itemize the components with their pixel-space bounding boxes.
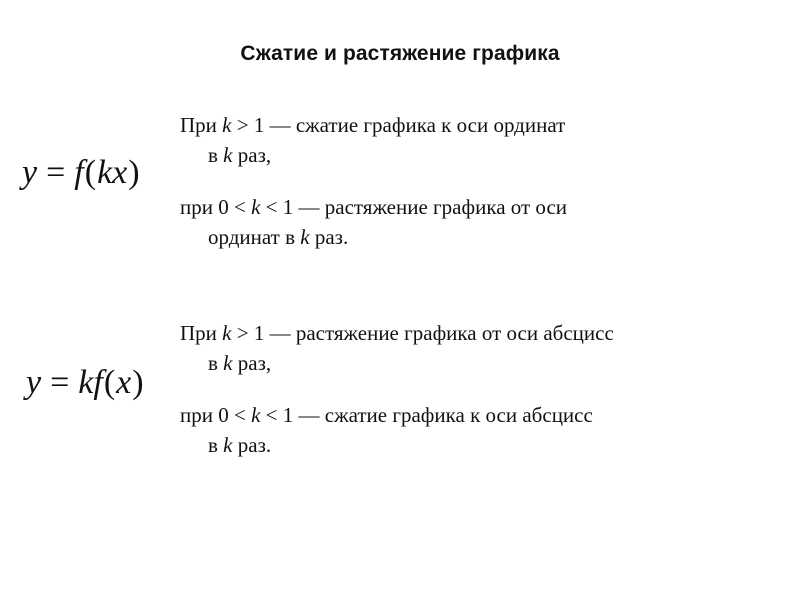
text-segment: при 0 <: [180, 403, 252, 427]
text-segment: > 1 — растяжение графика от оси абсцисс в: [208, 321, 614, 375]
formula-equals: =: [50, 364, 70, 401]
variable-k: k: [300, 225, 310, 249]
text-segment: При: [180, 113, 223, 137]
text-segment: При: [180, 321, 223, 345]
variable-k: k: [251, 403, 261, 427]
variable-k: k: [223, 433, 233, 457]
formula-f-of-kx: [22, 154, 141, 192]
formula-argument: kx: [97, 154, 128, 191]
text-segment: > 1 — сжатие графика к оси ординат в: [208, 113, 566, 167]
formula-open-paren: (: [103, 364, 116, 401]
formula-kf-of-x: [26, 364, 145, 402]
paragraph-k-greater-than-one: [180, 110, 768, 170]
formula-equals: =: [46, 154, 66, 191]
text-block-horizontal-scaling: [180, 110, 768, 252]
variable-k: k: [223, 351, 233, 375]
formula-y: y: [22, 154, 38, 191]
text-segment: раз.: [232, 433, 272, 457]
formula-y: y: [26, 364, 42, 401]
paragraph-k-between-zero-and-one: [180, 192, 768, 252]
text-segment: < 1 — растяжение графика от оси ординат в: [208, 195, 568, 249]
variable-k: k: [223, 143, 233, 167]
text-segment: при 0 <: [180, 195, 252, 219]
variable-k: k: [251, 195, 261, 219]
formula-close-paren: ): [132, 364, 144, 401]
variable-k: k: [222, 113, 232, 137]
formula-close-paren: ): [128, 154, 140, 191]
text-segment: < 1 — сжатие графика к оси абсцисс в: [208, 403, 593, 457]
paragraph-k-greater-than-one: [180, 318, 768, 378]
variable-k: k: [222, 321, 232, 345]
formula-open-paren: (: [84, 154, 97, 191]
slide-title: Сжатие и растяжение графика: [240, 42, 560, 65]
formula-kf: kf: [78, 364, 103, 401]
formula-argument: x: [116, 364, 132, 401]
text-segment: раз.: [309, 225, 349, 249]
text-block-vertical-scaling: [180, 318, 768, 460]
text-segment: раз,: [232, 351, 272, 375]
text-segment: раз,: [232, 143, 272, 167]
paragraph-k-between-zero-and-one: [180, 400, 768, 460]
formula-f: f: [74, 154, 84, 191]
